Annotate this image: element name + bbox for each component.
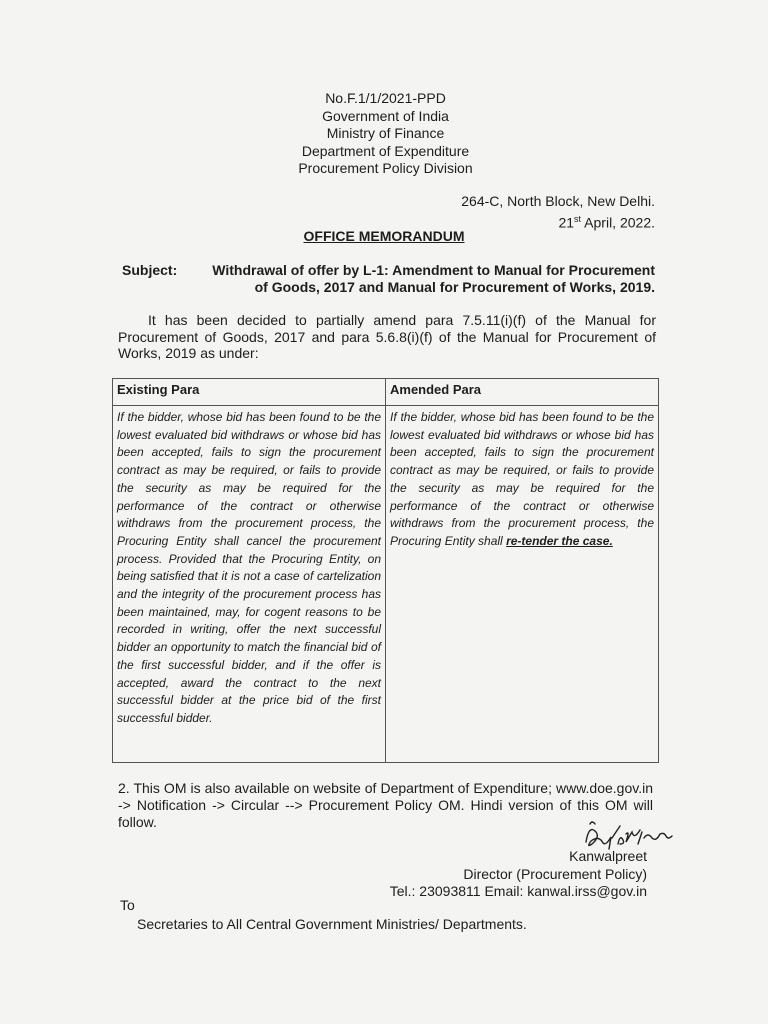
office-address: 264-C, North Block, New Delhi. bbox=[461, 193, 655, 209]
signer-name: Kanwalpreet bbox=[569, 848, 647, 864]
date-day: 21 bbox=[558, 214, 575, 231]
amended-para-header: Amended Para bbox=[386, 379, 659, 406]
letterhead bbox=[0, 90, 768, 178]
date-suffix: st bbox=[574, 213, 582, 224]
existing-para-text: If the bidder, whose bid has been found to be the lowest evaluated bid withdraws or whose bid has been accepted, fails to sign the procurement contract as may be required, or fails to provide the security as may be required for the performance of the contract or otherwise withdraws from the procurement process, the Procuring Entity shall cancel the procurement process. Provided that the Procuring Entity, on being satisfied that it is not a case of cartelization and the integrity of the procurement process has been maintained, may, for cogent reasons to be recorded in writing, offer the next successful bidder an opportunity to match the financial bid of the first successful bidder, and if the offer is accepted, award the contract to the next successful bidder at the price bid of the first successful bidder. bbox=[113, 406, 386, 763]
place-and-date bbox=[461, 193, 655, 232]
department-name: Department of Expenditure bbox=[301, 142, 470, 159]
signatory-block bbox=[390, 848, 647, 901]
to-label: To bbox=[120, 897, 135, 913]
reference-number: No.F.1/1/2021-PPD bbox=[325, 90, 446, 106]
subject-text: Withdrawal of offer by L-1: Amendment to Manual for Procurement of Goods, 2017 and Manual for Procurement of Works, 2019. bbox=[212, 262, 655, 295]
table-header-row bbox=[113, 379, 659, 406]
date-rest: April, 2022. bbox=[581, 214, 655, 231]
ministry-name: Ministry of Finance bbox=[326, 125, 445, 141]
subject-label: Subject: bbox=[122, 262, 178, 278]
paragraph-2: 2. This OM is also available on website of Department of Expenditure; www.doe.gov.in -> Notification -> Circular --> Procurement Policy OM. Hindi version of this OM will follow. bbox=[118, 780, 653, 830]
existing-para-header: Existing Para bbox=[113, 379, 386, 406]
signer-designation: Director (Procurement Policy) bbox=[463, 865, 647, 882]
government-name: Government of India bbox=[322, 107, 449, 124]
addressee: Secretaries to All Central Government Ministries/ Departments. bbox=[137, 916, 527, 932]
amended-emphasis: re-tender the case. bbox=[506, 533, 613, 548]
amendment-table bbox=[112, 378, 659, 763]
intro-paragraph: It has been decided to partially amend para 7.5.11(i)(f) of the Manual for Procurement of Goods, 2017 and para 5.6.8(i)(f) of the Manual for Procurement of Works, 2019 as under: bbox=[118, 312, 656, 361]
division-name: Procurement Policy Division bbox=[298, 160, 473, 176]
amended-para-cell bbox=[386, 406, 659, 763]
memo-title: OFFICE MEMORANDUM bbox=[303, 228, 465, 244]
signer-contact: Tel.: 23093811 Email: kanwal.irss@gov.in bbox=[389, 883, 647, 899]
table-row bbox=[113, 406, 659, 763]
amended-para-text: If the bidder, whose bid has been found to be the lowest evaluated bid withdraws or whose bid has been accepted, fails to sign the procurement contract as may be required, or fails to provide the security as may be required for the performance of the contract or otherwise withdraws from the procurement process, the Procuring Entity shall bbox=[390, 410, 654, 548]
